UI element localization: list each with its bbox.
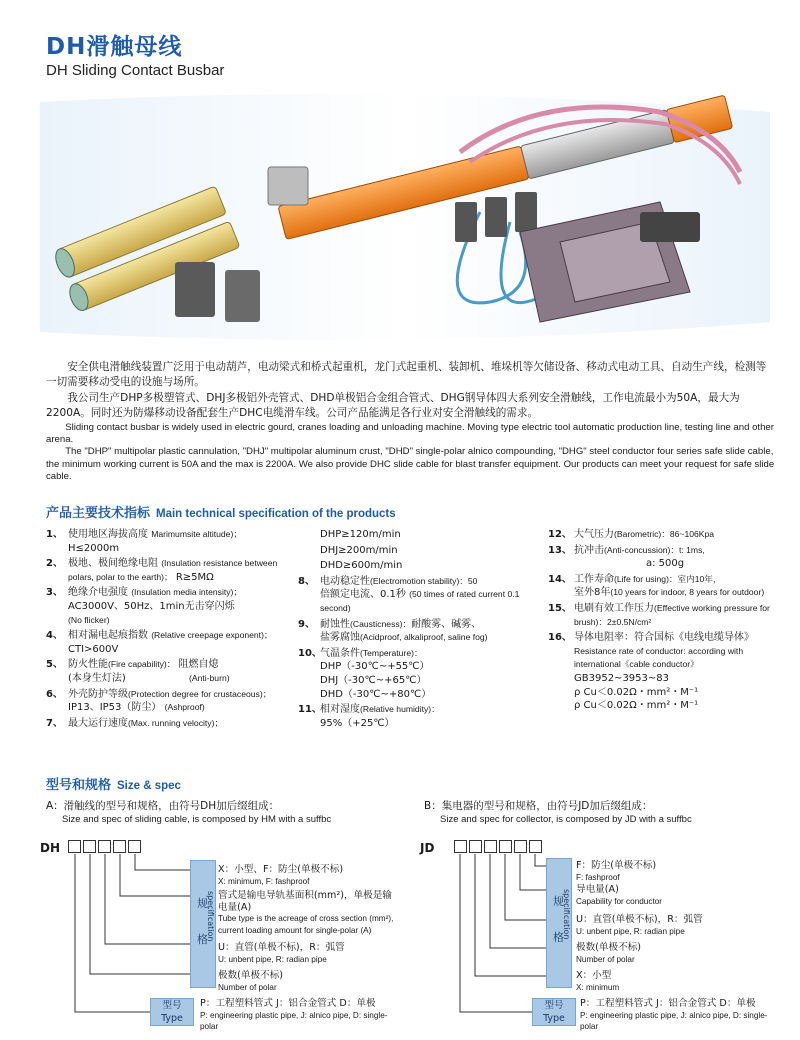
spec-item <box>46 557 296 584</box>
label-en: Capability for conductor <box>576 896 663 906</box>
spec-num: 1、 <box>46 529 63 540</box>
spec-label-en: (Protection degree for crustaceous)； <box>128 688 272 699</box>
spec-label-en: (Insulation resistance between polars, polar to the earth)； <box>68 558 278 582</box>
label-cn: P：工程塑料管式 J：铝合金管式 D：单极 <box>200 998 376 1009</box>
code-box <box>469 840 482 853</box>
model-a-label <box>218 970 398 993</box>
spec-value: AC3000V、50Hz、1min无击穿闪烁 <box>68 600 235 612</box>
spec-label-en: (Effective working pressure for brush)：2±0.5N/cm² <box>574 602 770 627</box>
spec-item <box>298 618 538 645</box>
spec-label: 工作寿命 <box>574 573 614 585</box>
spec-num: 9、 <box>298 618 315 630</box>
spec-label: 耐蚀性 <box>320 618 350 630</box>
spec-label-en: (Max. running velocity)； <box>128 717 224 728</box>
spec-item <box>46 658 296 685</box>
spec-label: 绝缘介电强度 <box>68 587 128 599</box>
code-box <box>128 840 141 853</box>
spec-value: GB3952~3953~83 <box>574 672 669 684</box>
label-en: F: fashproof <box>576 872 620 882</box>
page-title: DH滑触母线 <box>46 34 183 60</box>
page-subtitle: DH Sliding Contact Busbar <box>46 62 225 79</box>
spec-item <box>548 602 776 629</box>
spec-value-en: (Acidproof, alkaliproof, saline fog) <box>360 632 488 643</box>
spec-value-en: Resistance rate of conductor: according with international《cable conductor》 <box>574 645 744 670</box>
type-cn: 型号 <box>162 1000 182 1011</box>
intro-en-1: Sliding contact busbar is widely used in electric gourd, cranes loading and unloading machine. Moving type electric tool automatic production line, testing line and other arena. <box>46 421 774 446</box>
spec-value: (本身生灯法) <box>68 672 126 684</box>
code-box <box>83 840 96 853</box>
spec-label-en: (Electromotion stability)：50 <box>370 575 478 586</box>
model-b-code: JD <box>420 841 435 855</box>
spec-label: 最大运行速度 <box>68 717 128 729</box>
spec-num: 14、 <box>548 573 572 585</box>
spec-bar-en: specification <box>206 891 215 942</box>
spec-label: 抗冲击 <box>574 544 604 556</box>
spec-item <box>548 573 776 600</box>
spec-label-en: (Life for using)：室内10年， <box>614 573 722 584</box>
model-b-type-box <box>532 998 576 1026</box>
code-box <box>98 840 111 853</box>
spec-label: 外壳防护等级 <box>68 688 128 700</box>
spec-label: 气温条件 <box>320 647 360 659</box>
spec-num: 12、 <box>548 529 572 540</box>
spec-section-heading <box>46 502 396 521</box>
spec-value: 倍额定电流、0.1秒 <box>320 589 406 601</box>
spec-label-en: (Fire capability)： <box>108 659 176 670</box>
spec-value-en: (No flicker) <box>68 614 110 625</box>
code-box <box>499 840 512 853</box>
label-cn: 管式是输电导轨基面积(mm²)，单极是输电量(A) <box>218 890 392 913</box>
spec-label: 防火性能 <box>68 659 108 671</box>
spec-num: 4、 <box>46 630 63 642</box>
label-en: U: unbent pipe, R: radian pipe <box>576 926 685 936</box>
model-a-code: DH <box>40 841 61 855</box>
model-b-label <box>576 884 776 907</box>
spec-heading-en: Main technical specification of the products <box>156 508 396 520</box>
spec-item <box>298 528 538 542</box>
type-cn: 型号 <box>544 1000 564 1011</box>
spec-value: a: 500g <box>646 558 685 570</box>
model-b-label <box>576 970 776 993</box>
model-a-label <box>218 890 398 936</box>
spec-label-en: (Barometric)：86~106Kpa <box>614 529 715 539</box>
spec-label: 电动稳定性 <box>320 575 370 587</box>
model-b-diagram <box>420 836 780 1032</box>
spec-value-en: (10 years for indoor, 8 years for outdoor) <box>610 587 765 598</box>
model-heading-cn: 型号和规格 <box>46 778 112 793</box>
spec-item <box>46 629 296 656</box>
code-box <box>113 840 126 853</box>
label-cn: P：工程塑料管式 J：铝合金管式 D：单极 <box>580 998 756 1009</box>
spec-item <box>46 586 296 627</box>
code-box <box>514 840 527 853</box>
model-a-label <box>218 942 398 965</box>
spec-num: 7、 <box>46 717 63 729</box>
spec-value: CTI>600V <box>68 643 119 655</box>
spec-label: 电刷有效工作压力 <box>574 602 654 614</box>
intro-text <box>46 360 776 484</box>
label-en: U: unbent pipe, R: radian pipe <box>218 954 327 964</box>
spec-num: 11、 <box>298 704 322 716</box>
spec-column-1 <box>46 528 296 732</box>
label-cn: F：防尘(单极不标) <box>576 860 657 871</box>
label-en: P: engineering plastic pipe, J: alnico pipe, D: single-polar <box>200 1010 388 1031</box>
model-a-heading-en: Size and spec of sliding cable, is composed by HM with a suffbc <box>62 814 332 825</box>
code-box <box>454 840 467 853</box>
spec-label-en: (Insulation media intensity)； <box>131 587 242 598</box>
spec-value-en: (50 times of rated current 0.1 second) <box>320 589 520 613</box>
label-cn: 极数(单极不标) <box>218 970 284 981</box>
spec-value: DHJ≥200m/min <box>320 544 398 556</box>
spec-item <box>548 544 776 571</box>
label-cn: 极数(单极不标) <box>576 942 642 953</box>
spec-bar-en: specification <box>562 889 571 940</box>
spec-num: 6、 <box>46 688 63 700</box>
spec-label-en: (Anti-concussion)：t: 1ms, <box>604 544 705 555</box>
spec-item <box>46 688 296 715</box>
spec-num: 15、 <box>548 602 572 614</box>
label-cn: 导电量(A) <box>576 884 619 895</box>
spec-value: 阻燃自熄 <box>178 659 219 671</box>
model-b-label <box>576 860 776 883</box>
label-cn: X：小型、F：防尘(单极不标) <box>218 864 344 875</box>
spec-label-en: (Causticness)： <box>350 618 412 629</box>
spec-item <box>298 703 538 730</box>
spec-label: 导体电阻率：符合国标《电线电缆导体》 <box>574 632 754 644</box>
spec-num: 16、 <box>548 632 572 644</box>
spec-value: H≤2000m <box>68 542 120 554</box>
spec-num: 8、 <box>298 575 315 587</box>
spec-value: 耐酸雾、碱雾、 <box>411 618 482 630</box>
model-b-label <box>576 942 776 965</box>
model-a-diagram <box>40 836 400 1032</box>
code-box <box>529 840 542 853</box>
spec-value-en: (Ashproof) <box>164 702 205 713</box>
spec-num: 5、 <box>46 659 63 671</box>
model-b-heading-en: Size and spec for collector, is composed by JD with a suffbc <box>440 814 692 825</box>
spec-item <box>298 575 538 616</box>
spec-value: 盐雾腐蚀 <box>320 632 360 644</box>
code-box <box>68 840 81 853</box>
spec-label-en: Marimumsite altitude)； <box>151 529 242 539</box>
intro-cn-1: 安全供电滑触线装置广泛用于电动葫芦，电动梁式和桥式起重机，龙门式起重机、装卸机、堆垛机等欠储设备、移动式电动工具、自动生产线，检测等一切需要移动受电的设施与场所。 <box>46 361 767 389</box>
spec-num: 13、 <box>548 544 572 556</box>
spec-bar-char: 格 <box>197 933 208 946</box>
spec-label: 相对漏电起痕指数 <box>68 630 148 642</box>
spec-value: ρ Cu＜0.02Ω・mm²・M⁻¹ <box>574 700 699 712</box>
spec-item <box>298 559 538 573</box>
spec-value: 95%（+25℃） <box>320 717 395 729</box>
label-en: Tube type is the acreage of cross section (mm²), current loading amount for single-polar (A) <box>218 914 394 935</box>
spec-num: 10、 <box>298 647 322 659</box>
model-a-heading <box>46 800 406 826</box>
model-a-spec-bar <box>190 860 216 988</box>
spec-bar-char: 格 <box>553 931 564 944</box>
spec-label-en: (Temperature)： <box>360 647 423 658</box>
spec-value: DHP（-30℃~+55℃） <box>320 661 430 673</box>
model-section-heading <box>46 774 181 793</box>
spec-column-3 <box>548 528 776 715</box>
model-b-heading <box>424 800 784 826</box>
model-a-label <box>218 864 398 887</box>
label-cn: U：直管(单极不标)，R：弧管 <box>576 914 703 925</box>
label-en: Number of polar <box>576 954 635 964</box>
spec-value: DHJ（-30℃~+65℃） <box>320 674 427 686</box>
intro-cn-2: 我公司生产DHP多极塑管式、DHJ多极铝外壳管式、DHD单极铝合金组合管式、DHG钢导体四大系列安全滑触线，工作电流最小为50A，最大为2200A。同时还为防爆移动设备配套生产DHC电缆滑车线。公司产品能满足各行业对安全滑触线的需求。 <box>46 391 740 420</box>
model-b-spec-bar <box>546 858 572 988</box>
spec-value: 室外8年 <box>574 587 611 599</box>
spec-column-2 <box>298 528 538 732</box>
spec-item <box>548 528 776 542</box>
model-a-type-box <box>150 998 194 1026</box>
spec-value: DHP≥120m/min <box>320 529 401 540</box>
model-b-label <box>580 998 780 1033</box>
type-en: Type <box>161 1013 183 1024</box>
spec-item <box>298 544 538 558</box>
spec-num: 2、 <box>46 558 63 570</box>
spec-item <box>46 717 296 731</box>
model-heading-en: Size & spec <box>117 780 181 792</box>
spec-label: 大气压力 <box>574 529 614 540</box>
spec-value: DHD≥600m/min <box>320 560 403 572</box>
busbar-product-photo <box>40 92 770 342</box>
spec-heading-cn: 产品主要技术指标 <box>46 506 151 521</box>
model-b-code-boxes <box>454 840 542 853</box>
spec-label-en: (Relative creepage exponent)； <box>151 630 273 641</box>
model-b-label <box>576 914 776 937</box>
spec-bar-char: 规 <box>553 895 564 908</box>
model-a-code-boxes <box>68 840 141 853</box>
spec-label: 使用地区海拔高度 <box>68 529 148 540</box>
model-b-heading-cn: B：集电器的型号和规格，由符号JD加后缀组成： <box>424 800 653 812</box>
spec-item <box>298 647 538 701</box>
model-a-heading-cn: A：滑触线的型号和规格，由符号DH加后缀组成： <box>46 800 280 812</box>
spec-item <box>46 528 296 555</box>
spec-value: ρ Cu＜0.02Ω・mm²・M⁻¹ <box>574 686 699 698</box>
spec-value: DHD（-30℃~+80℃） <box>320 688 432 700</box>
spec-value: IP13、IP53（防尘） <box>68 702 162 714</box>
spec-item <box>548 631 776 713</box>
label-en: X: minimum, F: fashproof <box>218 876 310 886</box>
label-en: Number of polar <box>218 982 277 992</box>
intro-en-2: The "DHP" multipolar plastic cannulation, "DHJ" multipolar aluminum crust, "DHD" single-polar alnico compounding, "DHG" steel conductor four series safe slide cable, the minimum working current is 50A and the max is 2200A. We also provide DHC slide cable for blast transfer equipment. Our products can meet your request for safe slide cable. <box>46 446 775 483</box>
spec-value: R≥5MΩ <box>175 571 214 583</box>
type-en: Type <box>543 1013 565 1024</box>
label-en: P: engineering plastic pipe, J: alnico pipe, D: single-polar <box>580 1010 768 1031</box>
label-en: X: minimum <box>576 982 620 992</box>
code-box <box>484 840 497 853</box>
model-a-label <box>200 998 400 1033</box>
spec-label-en: (Relative humidity)： <box>360 704 440 715</box>
spec-value-en: (Anti-burn) <box>189 672 230 683</box>
spec-label: 极地、极间绝缘电阻 <box>68 558 158 570</box>
label-cn: X：小型 <box>576 970 612 981</box>
spec-label: 相对湿度 <box>320 704 360 716</box>
spec-bar-char: 规 <box>197 897 208 910</box>
spec-num: 3、 <box>46 587 63 599</box>
label-cn: U：直管(单极不标)，R：弧管 <box>218 942 345 953</box>
